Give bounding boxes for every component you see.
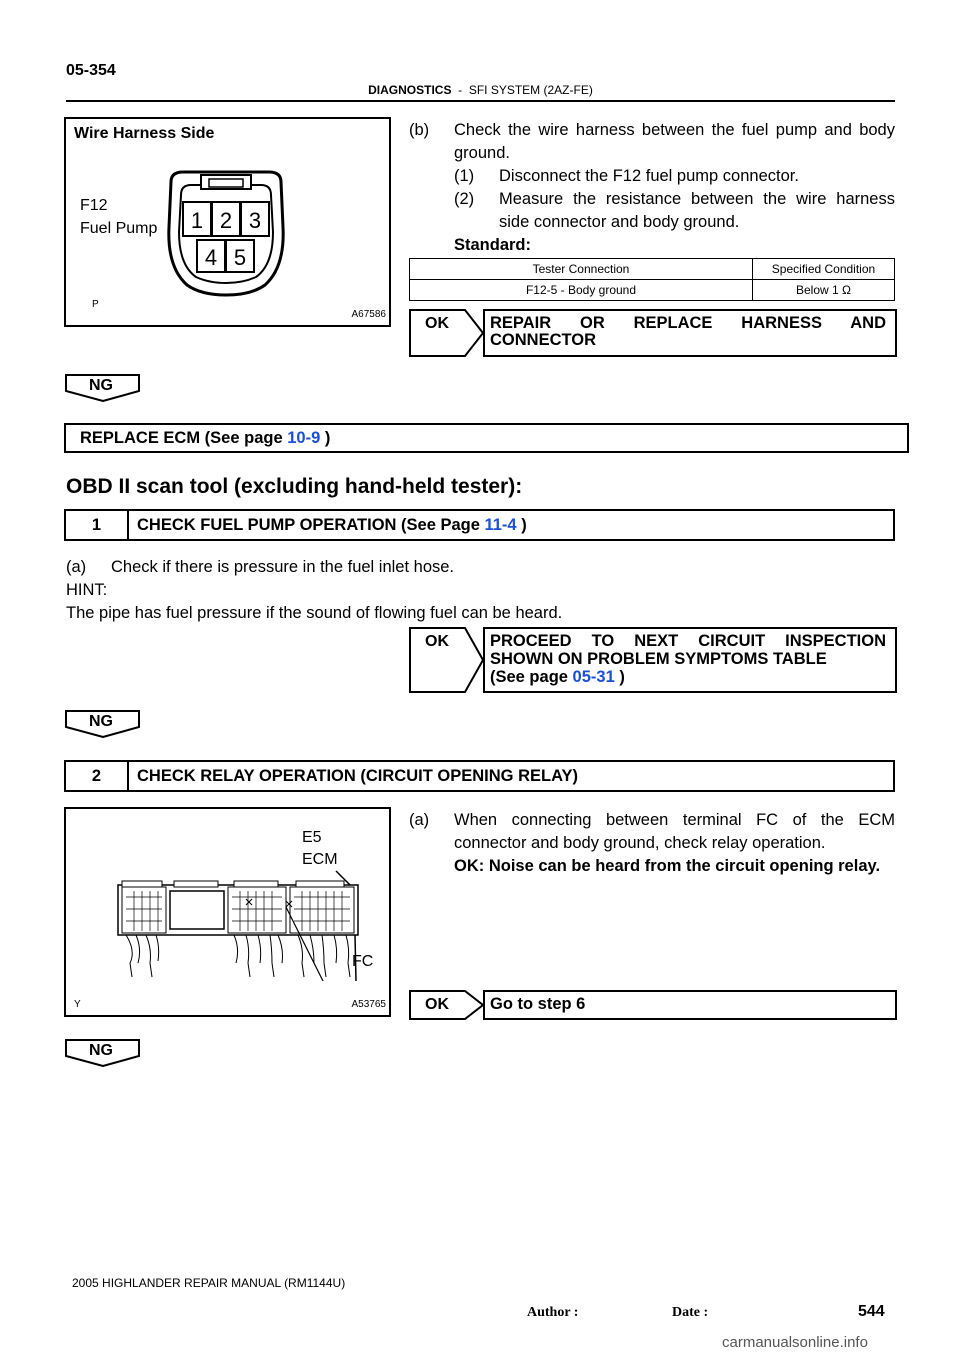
figure-id: A67586 — [351, 309, 386, 320]
check-b-step1-text: Disconnect the F12 fuel pump connector. — [499, 167, 799, 185]
header-section: DIAGNOSTICS — [368, 83, 452, 97]
page-code: 05-354 — [66, 62, 116, 79]
spec-table-header — [410, 259, 895, 280]
replace-ecm-text: REPLACE ECM (See page — [80, 428, 288, 447]
ok-text-2-line2: SHOWN ON PROBLEM SYMPTOMS TABLE — [490, 650, 827, 668]
pin-4-label: 4 — [204, 245, 218, 270]
step-2-title: CHECK RELAY OPERATION (CIRCUIT OPENING RELAY) — [137, 766, 578, 785]
standard-label: Standard: — [454, 236, 532, 254]
figure2-id: A53765 — [351, 999, 386, 1010]
step-2-bar — [64, 760, 895, 792]
ecm-connector-id: E5 — [302, 829, 322, 846]
header-title — [66, 83, 895, 97]
step-1-title-text: CHECK FUEL PUMP OPERATION (See Page — [137, 515, 485, 534]
step-2-number: 2 — [66, 762, 129, 790]
footer-page-number: 544 — [858, 1303, 885, 1320]
step-1-bar — [64, 509, 895, 541]
spec-table — [409, 258, 895, 301]
footer-author-label: Author : — [527, 1305, 579, 1320]
ok-text-2-line3 — [490, 669, 625, 686]
check-b-text: Check the wire harness between the fuel pump and body ground. — [454, 121, 895, 162]
ok-text-1: REPAIR OR REPLACE HARNESS AND CONNECTOR — [490, 314, 886, 349]
footer-date-label: Date : — [672, 1305, 709, 1320]
figure-corner-label: P — [92, 299, 99, 310]
footer-manual: 2005 HIGHLANDER REPAIR MANUAL (RM1144U) — [72, 1276, 346, 1290]
terminal-fc-label: FC — [352, 953, 374, 970]
ecm-connector-figure — [64, 807, 391, 1017]
spec-table-row — [410, 280, 895, 301]
replace-ecm-page-link[interactable]: 10-9 — [287, 428, 321, 447]
ecm-connector-name: ECM — [302, 851, 338, 868]
ok-text-3: Go to step 6 — [490, 995, 586, 1013]
ng-label-3: NG — [89, 1042, 113, 1059]
step-2-ok-condition: OK: Noise can be heard from the circuit opening relay. — [454, 857, 881, 875]
watermark: carmanualsonline.info — [722, 1334, 868, 1351]
ok-label-2: OK — [425, 633, 449, 650]
hint-text: The pipe has fuel pressure if the sound of flowing fuel can be heard. — [66, 604, 563, 622]
connector-figure — [64, 117, 391, 327]
header-separator: - — [458, 83, 463, 97]
ok-text-2-line1: PROCEED TO NEXT CIRCUIT INSPECTION — [490, 632, 886, 650]
step-1-title — [129, 516, 527, 535]
check-b-label: (b) — [409, 121, 430, 139]
header-subsection: SFI SYSTEM (2AZ-FE) — [468, 83, 593, 97]
pin-5-label: 5 — [233, 245, 247, 270]
replace-ecm-text-end: ) — [320, 428, 331, 447]
ok-label-1: OK — [425, 315, 449, 332]
obd-section-title: OBD II scan tool (excluding hand-held tester): — [66, 475, 523, 498]
check-b-step2-label: (2) — [454, 190, 475, 208]
step-1-title-end: ) — [516, 515, 527, 534]
pin-2-label: 2 — [219, 208, 233, 233]
connector-diagram — [161, 167, 291, 299]
figure-title: Wire Harness Side — [74, 125, 215, 142]
ok-2-page-link[interactable]: 05-31 — [572, 668, 615, 686]
connector-id: F12 — [80, 197, 108, 214]
spec-header-cell: Tester Connection — [410, 259, 753, 280]
step-1-a-label: (a) — [66, 558, 87, 576]
check-b-step1-label: (1) — [454, 167, 475, 185]
ok-text-2-see-page: (See page — [490, 668, 573, 686]
spec-header-cell: Specified Condition — [753, 259, 895, 280]
step-2-a-label: (a) — [409, 811, 430, 829]
spec-cell: Below 1 Ω — [753, 280, 895, 301]
pin-3-label: 3 — [248, 208, 262, 233]
ng-label-2: NG — [89, 713, 113, 730]
step-1-number: 1 — [66, 511, 129, 539]
figure2-corner-label: Y — [74, 999, 81, 1010]
hint-label: HINT: — [66, 581, 108, 599]
pin-1-label: 1 — [190, 208, 204, 233]
check-b-step2-text: Measure the resistance between the wire harness side connector and body ground. — [499, 190, 895, 231]
step-2-a-text: When connecting between terminal FC of the ECM connector and body ground, check relay operation. — [454, 811, 895, 852]
spec-cell: F12-5 - Body ground — [410, 280, 753, 301]
ok-text-2-end: ) — [614, 668, 625, 686]
step-1-a-text: Check if there is pressure in the fuel inlet hose. — [111, 558, 455, 576]
ok-label-3: OK — [425, 996, 449, 1013]
ng-label-1: NG — [89, 377, 113, 394]
ecm-connector-diagram — [106, 861, 366, 981]
header-rule — [66, 100, 895, 102]
replace-ecm-bar — [64, 423, 909, 453]
step-1-page-link[interactable]: 11-4 — [484, 515, 517, 534]
connector-name: Fuel Pump — [80, 220, 158, 237]
